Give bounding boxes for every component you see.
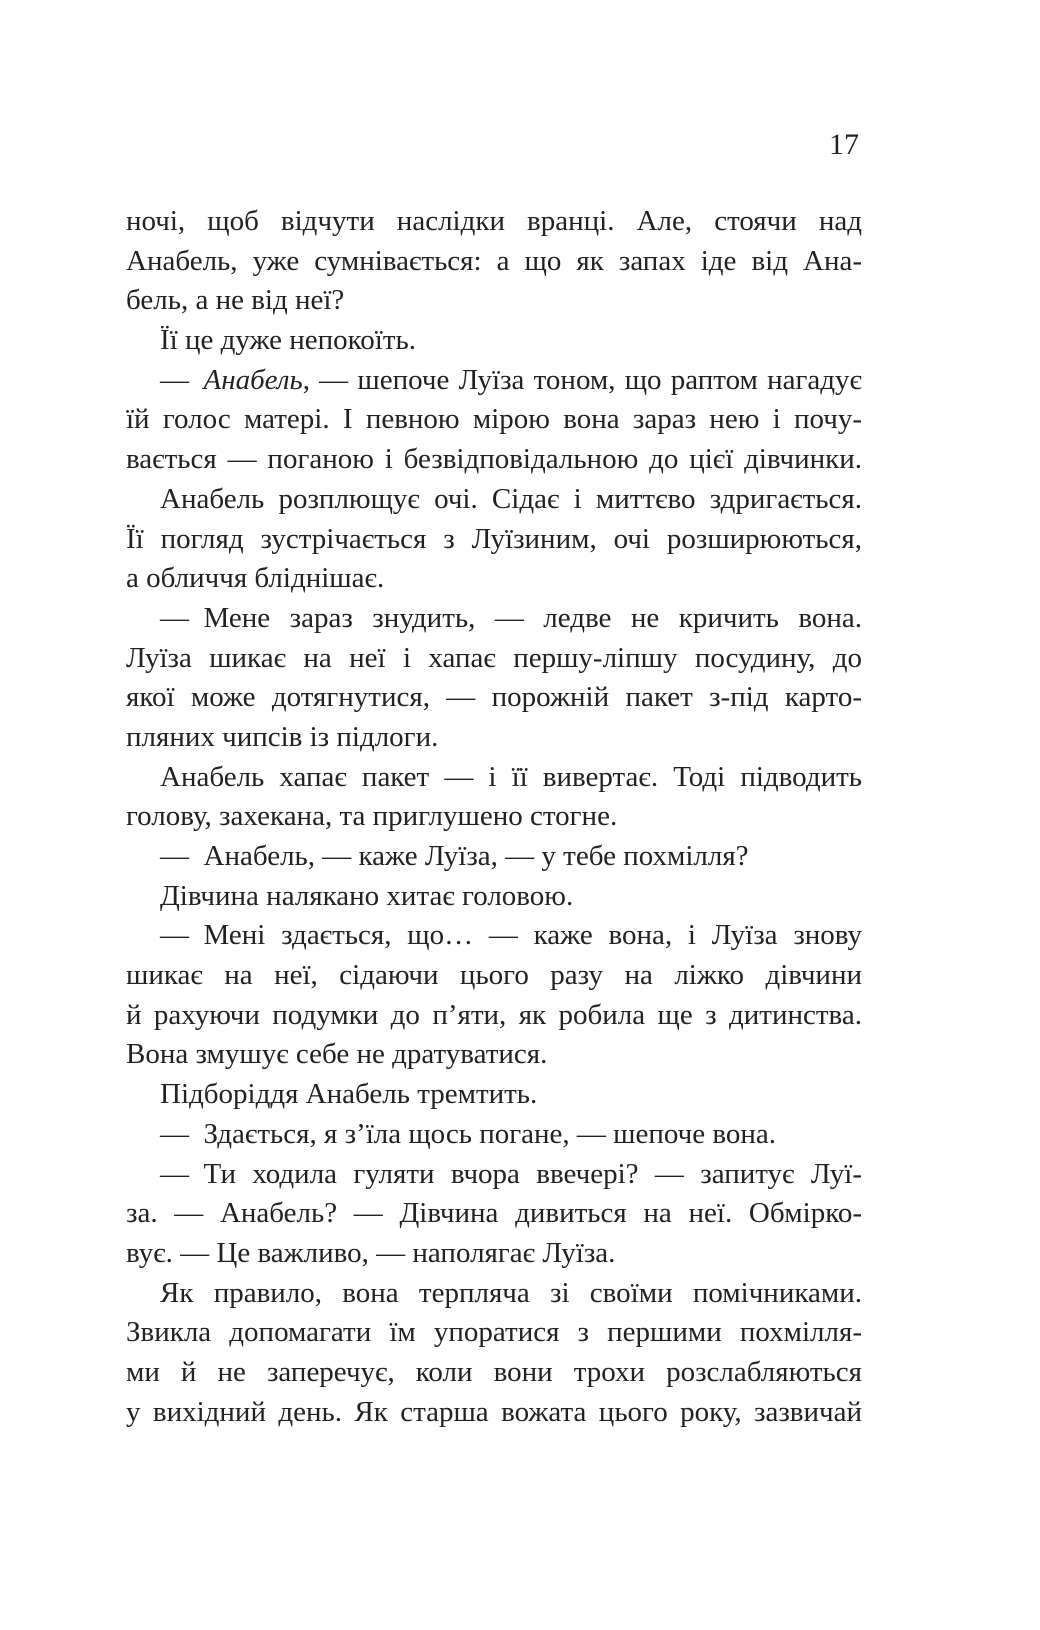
text-segment: вається — поганою і безвідповідальною до цієї дівчинки. bbox=[126, 443, 862, 476]
text-segment: Анабель, уже сумнівається: а що як запах іде від Ана- bbox=[126, 244, 862, 277]
text-segment: пляних чипсів із підлоги. bbox=[126, 720, 439, 753]
text-segment: Вона змушує себе не дратуватися. bbox=[126, 1038, 548, 1071]
text-segment: якої може дотягнутися, — порожній пакет з-під карто- bbox=[126, 681, 862, 714]
text-segment: у вихідний день. Як старша вожата цього року, зазвичай bbox=[126, 1395, 862, 1428]
text-line bbox=[126, 1155, 862, 1195]
text-segment: й рахуючи подумки до п’яти, як робила ще з дитинства. bbox=[126, 998, 862, 1031]
text-segment: бель, а не від неї? bbox=[126, 284, 345, 317]
text-line bbox=[126, 202, 862, 242]
text-line bbox=[126, 678, 862, 718]
text-line bbox=[126, 1075, 862, 1115]
text-segment: за. — Анабель? — Дівчина дивиться на неї. Обмірко- bbox=[126, 1197, 862, 1230]
text-line bbox=[126, 1234, 862, 1274]
text-line bbox=[126, 916, 862, 956]
text-line bbox=[126, 321, 862, 361]
text-line bbox=[126, 718, 862, 758]
text-line bbox=[126, 758, 862, 798]
text-segment: їй голос матері. І певною мірою вона зараз нею і почу- bbox=[126, 403, 862, 436]
text-line bbox=[126, 877, 862, 917]
text-line bbox=[126, 480, 862, 520]
text-segment: — Ти ходила гуляти вчора ввечері? — запитує Луї- bbox=[160, 1157, 862, 1190]
text-line bbox=[126, 797, 862, 837]
text-segment: вує. — Це важливо, — наполягає Луїза. bbox=[126, 1236, 616, 1269]
text-line bbox=[126, 599, 862, 639]
text-line bbox=[126, 361, 862, 401]
text-segment: Підборіддя Анабель тремтить. bbox=[160, 1078, 538, 1111]
text-line bbox=[126, 1313, 862, 1353]
text-line bbox=[126, 1274, 862, 1314]
text-segment: — Анабель, — каже Луїза, — у тебе похмілля? bbox=[160, 840, 749, 872]
text-line bbox=[126, 559, 862, 599]
page-number: 17 bbox=[829, 128, 859, 161]
text-segment: Її це дуже непокоїть. bbox=[160, 324, 416, 357]
text-line bbox=[126, 1194, 862, 1234]
text-segment: Звикла допомагати їм упоратися з першими похмілля- bbox=[126, 1316, 862, 1349]
italic-text-segment: Анабель bbox=[203, 363, 303, 396]
text-line bbox=[126, 1035, 862, 1075]
text-segment: — Мені здається, що… — каже вона, і Луїза знову bbox=[160, 919, 862, 952]
text-segment: а обличчя бліднішає. bbox=[126, 562, 385, 595]
text-segment: Дівчина налякано хитає головою. bbox=[160, 879, 574, 912]
text-line bbox=[126, 520, 862, 560]
text-line bbox=[126, 1393, 862, 1433]
text-line bbox=[126, 1115, 862, 1155]
text-segment: ми й не заперечує, коли вони трохи розслабляються bbox=[126, 1355, 862, 1388]
text-segment: Анабель розплющує очі. Сідає і миттєво здригається. bbox=[160, 482, 862, 515]
text-line bbox=[126, 837, 862, 877]
text-segment: — Здається, я з’їла щось погане, — шепоче вона. bbox=[160, 1117, 776, 1150]
text-line bbox=[126, 956, 862, 996]
text-segment: , — шепоче Луїза тоном, що раптом нагадує bbox=[302, 363, 862, 396]
text-segment: Анабель хапає пакет — і її вивертає. Тоді підводить bbox=[160, 760, 862, 793]
text-body bbox=[126, 202, 862, 1432]
text-line bbox=[126, 242, 862, 282]
text-segment: — bbox=[160, 363, 204, 396]
text-line bbox=[126, 440, 862, 480]
text-segment: Її погляд зустрічається з Луїзиним, очі розширюються, bbox=[126, 522, 862, 555]
text-line bbox=[126, 1353, 862, 1393]
text-line bbox=[126, 281, 862, 321]
text-segment: шикає на неї, сідаючи цього разу на ліжко дівчини bbox=[126, 959, 862, 992]
text-segment: ночі, щоб відчути наслідки вранці. Але, стоячи над bbox=[126, 205, 862, 237]
text-segment: — Мене зараз знудить, — ледве не кричить вона. bbox=[160, 601, 862, 634]
text-segment: голову, захекана, та приглушено стогне. bbox=[126, 800, 618, 833]
text-line bbox=[126, 996, 862, 1036]
text-line bbox=[126, 639, 862, 679]
text-segment: Луїза шикає на неї і хапає першу-ліпшу посудину, до bbox=[126, 641, 862, 674]
text-line bbox=[126, 400, 862, 440]
text-segment: Як правило, вона терпляча зі своїми помічниками. bbox=[160, 1276, 862, 1309]
